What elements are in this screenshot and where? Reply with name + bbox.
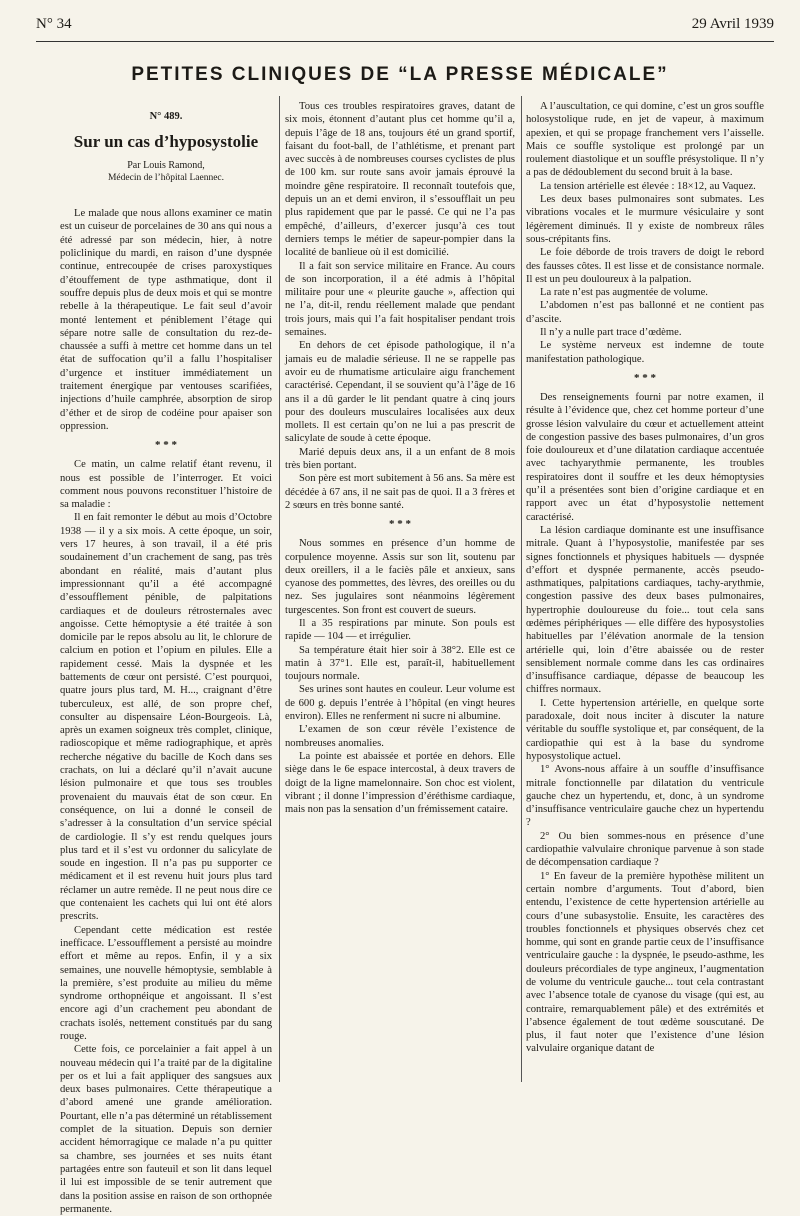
column-divider (279, 96, 280, 1082)
paragraph: La rate n’est pas augmentée de volume. (540, 287, 708, 299)
article-number: N° 489. (149, 111, 183, 122)
paragraph: Il a 35 respirations par minute. Son pouls est rapide — 104 — et irrégulier. (285, 617, 515, 643)
paragraph: Tous ces troubles respiratoires graves, datant de six mois, étonnent d’autant plus cet homme qu’il a, depuis l’âge de 18 ans, toujours été un grand sportif, faisant du foot-ball, de l’athlétisme, et prenant part avec succès à de nombreuses courses cyclistes de plus de 100 km. sur route sans avoir jamais éprouvé la moindre gêne respiratoire. Il reconnaît toutefois que, depuis un an et demi environ, il s’essoufflait un peu plus rapidement que par le passé. Ce qui ne l’a pas empêché, d’ailleurs, d’exercer jusqu’à ces tout derniers temps le métier de sapeur-pompier dans la localité de banlieue où il est domicilié. (285, 101, 515, 259)
column-divider (521, 96, 522, 1082)
issue-number: N° 34 (36, 16, 72, 32)
paragraph: Les deux bases pulmonaires sont submates. Les vibrations vocales et le murmure vésiculaire y sont légèrement diminués. Il y existe de nombreux râles sous-crépitants fins. (526, 194, 764, 245)
paragraph: 1° Avons-nous affaire à un souffle d’insuffisance mitrale fonctionnelle par dilatation du ventricule gauche chez un hypertendu, et, donc, à un syndrome d’insuffisance ventriculaire gauche chez un hypertendu ? (526, 764, 764, 829)
paragraph: Le malade que nous allons examiner ce matin est un cuiseur de porcelaines de 30 ans qui nous a été adressé par son médecin, hier, à notre policlinique du mardi, en raison d’une dyspnée continue, entrecoupée de crises paroxystiques d’étouffement de type asthmatique, dont il souffre depuis plus de deux mois et qui se montre rebelle à la thérapeutique. Le fait seul d’avoir monté lentement et péniblement l’étage qui sépare notre salle de consultation du rez-de-chaussée a suffi à mettre cet homme dans un tel état de suffocation qu’il a fallu l’hospitaliser d’urgence et instituer immédiatement un traitement énergique par ventouses scarifiées, injections d’huile camphrée, absorption de sirop d’éther et de sirop de codéine pour apaiser son oppression. (60, 208, 272, 432)
header-rule (36, 41, 774, 42)
paragraph: En dehors de cet épisode pathologique, il n’a jamais eu de maladie sérieuse. Il ne se rappelle pas avoir eu de rhumatisme articulaire aigu franchement caractérisé. Cependant, il se souvient qu’à l’âge de 16 ans il a dû garder le lit pendant quatre à cinq jours pour des douleurs musculaires localisées aux deux mollets. Il est certain qu’on ne lui a pas prescrit de salicylate de soude à cette époque. (285, 340, 515, 445)
separator-stars: * * * (389, 518, 411, 531)
paragraph: Il n’y a nulle part trace d’œdème. (540, 327, 682, 339)
issue-date: 29 Avril 1939 (691, 16, 774, 32)
paragraph: Cette fois, ce porcelainier a fait appel à un nouveau médecin qui l’a traité par de la digitaline per os et lui a fait appliquer des sangsues aux deux bases pulmonaires. Cette thérapeutique a d’abord amené une grande amélioration. Pourtant, elle n’a pas déterminé un rétablissement complet de la situation. Depuis son dernier accident hémorragique ce malade n’a pu quitter sa chambre, ses journées et ses nuits étant partagées entre son fauteuil et son lit dans lequel il lui est impossible de se tenir autrement que dans la position assise en raison de son orthopnée permanente. (60, 1044, 272, 1215)
paragraph: Sa température était hier soir à 38°2. Elle est ce matin à 37°1. Elle est, paraît-il, habituellement toujours normale. (285, 644, 515, 683)
paragraph: Marié depuis deux ans, il a un enfant de 8 mois très bien portant. (285, 446, 515, 472)
paragraph: La lésion cardiaque dominante est une insuffisance mitrale. Quant à l’hyposystolie, manifestée par ses signes fonctionnels et physiques habituels — dyspnée d’effort et dyspnée permanente, accès pseudo-asthmatiques, palpitations cardiaques, tachy-arythmie, congestion passive des deux bases pulmonaires, hypertrophie douloureuse du foie... tout cela sans œdèmes périphériques — elle diffère des hyposystolies habituelles par l’élévation anormale de la tension artérielle qui, loin d’être abaissée ou de rester sensiblement normale comme dans les cas ordinaires d’insuffisance cardiaque, dépasse de beaucoup les chiffres normaux. (526, 524, 764, 696)
paragraph: 2° Ou bien sommes-nous en présence d’une cardiopathie valvulaire chronique parvenue à son stade de décompensation cardiaque ? (526, 830, 764, 869)
paragraph: Cependant cette médication est restée inefficace. L’essoufflement a persisté au moindre effort et même au repos. Enfin, il y a six semaines, une nouvelle hémoptysie, semblable à la première, s’est produite au milieu du même syndrome orthopnéique et angoissant. Il s’est encore agi d’un crachement peu abondant de crachats isolés, nettement constitués par du sang rouge. (60, 924, 272, 1042)
paragraph: 1° En faveur de la première hypothèse militent un certain nombre d’arguments. Tout d’abord, bien entendu, l’existence de cette hypertension artérielle au cours d’une subasystolie. Ensuite, les caractères des troubles fonctionnels et physiques observés chez cet homme, qui sont en grande partie ceux de l’insuffisance ventriculaire gauche : la dyspnée, le pseudo-asthme, les douleurs précordiales de type angineux, l’augmentation de volume du ventricule gauche... tout cela contrastant avec l’absence totale de cyanose du visage (qui est, au contraire, remarquablement pâle) et des extrémités et l’absence également de tout œdème souscutané. De plus, il faut noter que l’existence d’une lésion valvulaire organique datant de (526, 870, 764, 1055)
author-affiliation: Médecin de l’hôpital Laennec. (107, 172, 225, 183)
paragraph: Il en fait remonter le début au mois d’Octobre 1938 — il y a six mois. A cette époque, un soir, vers 17 heures, à son travail, il a été pris soudainement d’un crachement de sang, pas très abondant en réalité, mais d’autant plus impressionnant qu’il a été accompagné d’essoufflement pénible, de palpitations cardiaques et de douleurs rétrosternales avec angoisse. Cette hémoptysie a été traitée à son domicile par le repos absolu au lit, le chlorure de calcium en potion et l’opium en pilules. Elle a rapidement cessé. Mais la dyspnée et les battements de cœur ont persisté. C’est pourquoi, quatre jours plus tard, M. H..., craignant d’être tuberculeux, est allé, de son propre chef, consulter au dispensaire Léon-Bourgeois. Là, après un examen soigneux très complet, clinique, radioscopique et même radiographique, et après recherche négative du bacille de Koch dans ses crachats, on lui a déclaré qu’il n’avait aucune lésion pulmonaire et que tous ses troubles provenaient du mauvais état de son cœur. En conséquence, on lui a donné le conseil de s’adresser à la consultation d’un service spécial de cardiologie. Il s’y est rendu quelques jours plus tard et il s’est vu ordonner du salicylate de soude en ingestion. Il n’a pas pu supporter ce médicament et il est revenu huit jours plus tard réclamer un autre remède. Il ne peut nous dire ce que contenaient les cachets qui lui ont été alors prescrits. (60, 512, 272, 923)
column-3 (526, 100, 764, 1082)
paragraph: La pointe est abaissée et portée en dehors. Elle siège dans le 6e espace intercostal, à deux travers de doigt de la ligne mamelonnaire. Son choc est violent, vibrant ; il donne l’impression d’éréthisme cardiaque, mais non pas la sensation d’un frémissement cataire. (285, 750, 515, 816)
paragraph: Ce matin, un calme relatif étant revenu, il nous est possible de l’interroger. Et voici comment nous pouvons reconstituer l’histoire de sa maladie : (60, 459, 272, 511)
paragraph: Ses urines sont hautes en couleur. Leur volume est de 600 g. depuis l’entrée à l’hôpital (en vingt heures environ). Elles ne renferment ni sucre ni albumine. (285, 684, 515, 723)
paragraph: I. Cette hypertension artérielle, en quelque sorte paradoxale, doit nous inciter à discuter la nature véritable du souffle systolique et, par conséquent, de la cardiopathie qui est à la base du syndrome hyposystolique actuel. (526, 697, 764, 762)
paragraph: Le système nerveux est indemne de toute manifestation pathologique. (526, 340, 764, 365)
article-author: Par Louis Ramond, (127, 159, 205, 171)
column-1 (60, 100, 272, 1215)
column-2 (285, 100, 515, 1082)
separator-stars: * * * (155, 439, 177, 452)
paragraph: A l’auscultation, ce qui domine, c’est un gros souffle holosystolique rude, en jet de vapeur, à maximum apexien, et qui se propage franchement vers l’aisselle. Mais ce souffle systolique est prolongé par un roulement diastolique et un souffle présystolique. Il n’y a pas de dédoublement du second bruit à la base. (526, 101, 764, 179)
paragraph: Nous sommes en présence d’un homme de corpulence moyenne. Assis sur son lit, soutenu par deux oreillers, il a le faciès pâle et anxieux, sans cyanose des pommettes, des lèvres, des oreilles ou du nez. Ses jugulaires sont néanmoins légèrement turgescentes. Son front est couvert de sueurs. (285, 538, 515, 616)
separator-stars: * * * (634, 371, 656, 384)
article-title: Sur un cas d’hyposystolie (73, 132, 259, 152)
paragraph: Le foie déborde de trois travers de doigt le rebord des fausses côtes. Il est lisse et de consistance normale. Il est un peu douloureux à la palpation. (526, 247, 764, 285)
paragraph: La tension artérielle est élevée : 18×12, au Vaquez. (540, 180, 756, 192)
paragraph: L’abdomen n’est pas ballonné et ne contient pas d’ascite. (526, 300, 764, 325)
paragraph: Des renseignements fourni par notre examen, il résulte à l’évidence que, chez cet homme porteur d’une grosse lésion valvulaire du cœur et actuellement atteint de congestion passive des bases pulmonaires, d’un gros foie douloureux et d’une dilatation cardiaque accentuée avec tachyarythmie permanente, les troubles respiratoires dont il souffre et les deux hémoptysies qu’il a présentées sont bien d’origine cardiaque et en rapport avec un état d’hyposystolie nettement caractérisé. (526, 391, 764, 523)
paragraph: Son père est mort subitement à 56 ans. Sa mère est décédée à 67 ans, il ne sait pas de quoi. Il a 3 frères et 2 sœurs en très bonne santé. (285, 473, 515, 511)
paragraph: L’examen de son cœur révèle l’existence de nombreuses anomalies. (285, 724, 515, 749)
paragraph: Il a fait son service militaire en France. Au cours de son incorporation, il a été admis à l’hôpital militaire pour une « pleurite gauche », affection qui ne l’a, dit-il, rendu réellement malade que pendant trois jours, mais qui l’a fait hospitaliser pendant trois semaines. (285, 260, 515, 339)
section-banner: PETITES CLINIQUES DE “LA PRESSE MÉDICALE” (131, 64, 669, 85)
